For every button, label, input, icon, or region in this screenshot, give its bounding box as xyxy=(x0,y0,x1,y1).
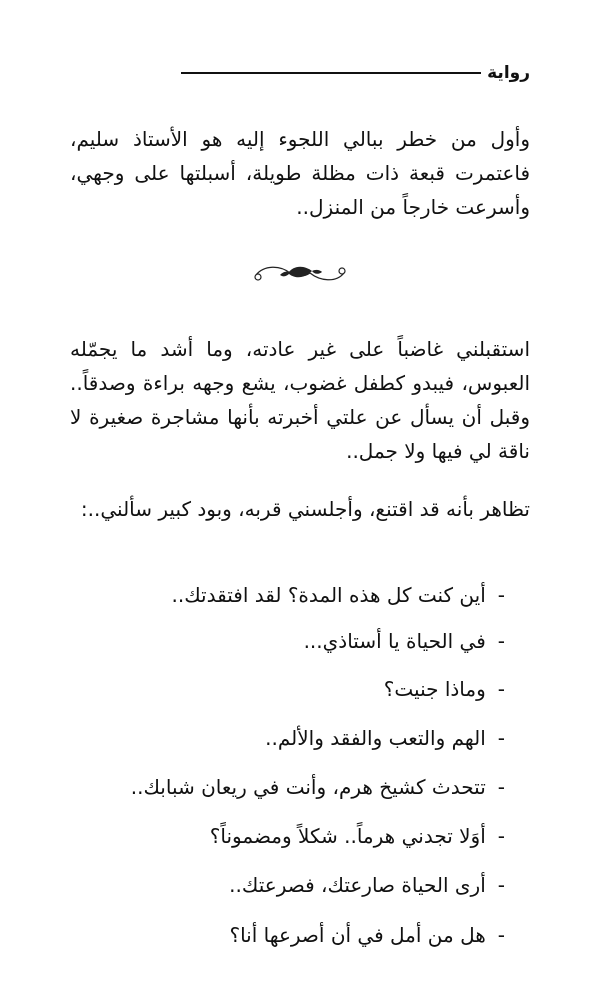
dialogue-dash: - xyxy=(497,873,505,897)
dialogue-dash: - xyxy=(497,726,505,750)
dialogue-text: تتحدث كشيخ هرم، وأنت في ريعان شبابك.. xyxy=(130,775,486,799)
floral-divider-icon xyxy=(250,261,350,285)
dialogue-line xyxy=(131,772,505,802)
dialogue-text: أرى الحياة صارعتك، فصرعتك.. xyxy=(229,873,486,897)
dialogue-text: أين كنت كل هذه المدة؟ لقد افتقدتك.. xyxy=(171,583,486,607)
paragraph-1: وأول من خطر ببالي اللجوء إليه هو الأستاذ سليم، فاعتمرت قبعة ذات مظلة طويلة، أسبلتها على وجهي، وأسرعت خارجاً من المنزل.. xyxy=(70,127,530,219)
dialogue-dash: - xyxy=(497,583,505,607)
header-rule xyxy=(181,72,481,74)
dialogue-line xyxy=(304,626,505,656)
dialogue-line xyxy=(265,723,505,753)
dialogue-line xyxy=(229,870,505,900)
dialogue-text: هل من أمل في أن أصرعها أنا؟ xyxy=(229,923,486,947)
dialogue-dash: - xyxy=(497,629,505,653)
dialogue-dash: - xyxy=(497,824,505,848)
header-label: رواية xyxy=(487,63,530,83)
dialogue-text: في الحياة يا أستاذي... xyxy=(303,629,486,653)
dialogue-dash: - xyxy=(497,923,505,947)
dialogue-text: أوَلا تجدني هرماً.. شكلاً ومضموناً؟ xyxy=(209,824,486,848)
dialogue-line xyxy=(210,821,505,851)
dialogue-text: وماذا جنيت؟ xyxy=(383,677,486,701)
dialogue-line xyxy=(384,674,505,704)
dialogue-dash: - xyxy=(497,775,505,799)
dialogue-text: الهم والتعب والفقد والألم.. xyxy=(265,726,486,750)
running-header xyxy=(70,58,530,88)
dialogue-line xyxy=(171,580,505,610)
paragraph-2: استقبلني غاضباً على غير عادته، وما أشد ما يجمّله العبوس، فيبدو كطفل غضوب، يشع وجهه براءة وصدقاً.. وقبل أن يسأل عن علتي أخبرته بأنها مشاجرة صغيرة لا ناقة لي فيها ولا جمل.. xyxy=(70,337,530,463)
dialogue-dash: - xyxy=(497,677,505,701)
dialogue-line xyxy=(229,920,505,950)
paragraph-3: تظاهر بأنه قد اقتنع، وأجلسني قربه، وبود كبير سألني..: xyxy=(80,497,530,521)
